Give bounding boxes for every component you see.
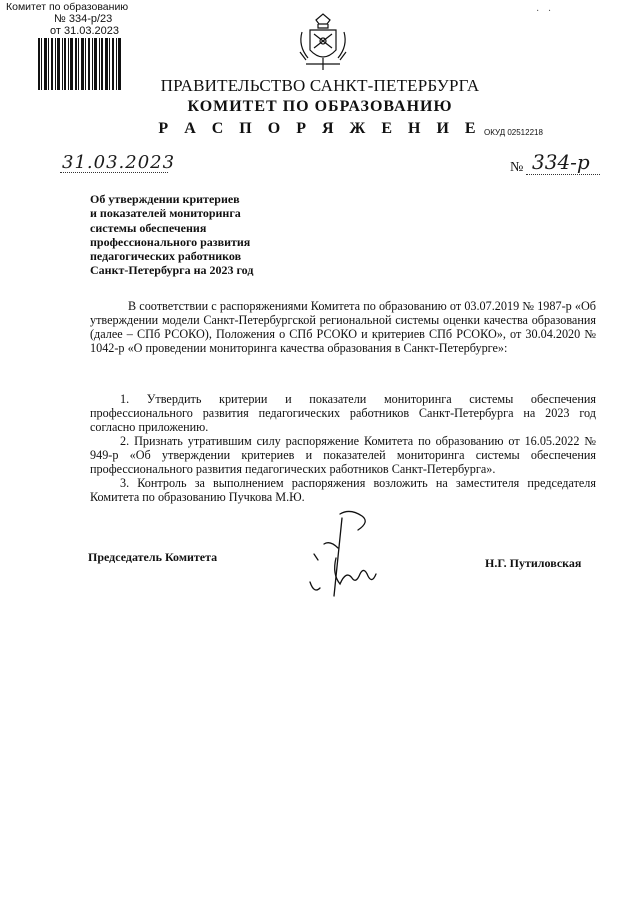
document-subject bbox=[90, 192, 290, 278]
stamp-date: от 31.03.2023 bbox=[50, 25, 120, 37]
clause-1: 1. Утвердить критерии и показатели мониторинга системы обеспечения профессионального развития педагогических работников Санкт-Петербурга на 2023 год согласно приложению. bbox=[90, 392, 596, 434]
subject-line: и показателей мониторинга bbox=[90, 206, 241, 221]
committee-title: КОМИТЕТ ПО ОБРАЗОВАНИЮ bbox=[187, 98, 453, 115]
clause-3: 3. Контроль за выполнением распоряжения возложить на заместителя председателя Комитета по образованию Пучкова М.Ю. bbox=[90, 476, 596, 504]
handwritten-signature bbox=[300, 504, 390, 604]
stamp-org: Комитет по образованию bbox=[6, 1, 129, 13]
signatory-name: Н.Г. Путиловская bbox=[485, 556, 582, 570]
subject-line: Об утверждении критериев bbox=[90, 192, 240, 206]
scan-noise: · · bbox=[536, 6, 555, 17]
subject-line: системы обеспечения bbox=[90, 220, 207, 235]
date-underline bbox=[60, 172, 168, 173]
stamp-number: № 334-р/23 bbox=[54, 13, 113, 25]
number-label: № bbox=[510, 160, 524, 175]
number-underline bbox=[526, 174, 600, 175]
okud-code: ОКУД 02512218 bbox=[484, 128, 543, 137]
subject-line: Санкт-Петербурга на 2023 год bbox=[90, 263, 254, 278]
government-title: ПРАВИТЕЛЬСТВО САНКТ-ПЕТЕРБУРГА bbox=[160, 76, 480, 95]
preamble-paragraph: В соответствии с распоряжениями Комитета по образованию от 03.07.2019 № 1987-р «Об утверждении модели Санкт-Петербургской региональной системы оценки качества образования (далее – СПб РСОКО), Положения о СПб РСОКО и критериев СПб РСОКО», от 30.04.2020 № 1042-р «О проведении мониторинга качества образования в Санкт-Петербурге»: bbox=[90, 299, 596, 355]
subject-line: профессионального развития bbox=[90, 234, 251, 249]
clause-2: 2. Признать утратившим силу распоряжение Комитета по образованию от 16.05.2022 № 949-р «Об утверждении критериев и показателей мониторинга системы обеспечения профессионального развития педагогических работников Санкт-Петербурга». bbox=[90, 434, 596, 476]
subject-line: педагогических работников bbox=[90, 249, 242, 264]
signatory-title: Председатель Комитета bbox=[88, 550, 218, 564]
handwritten-number: 334-р bbox=[532, 150, 590, 174]
coat-of-arms-icon bbox=[296, 12, 350, 72]
handwritten-date: 31.03.2023 bbox=[62, 152, 176, 173]
document-type: Р А С П О Р Я Ж Е Н И Е bbox=[158, 120, 482, 137]
